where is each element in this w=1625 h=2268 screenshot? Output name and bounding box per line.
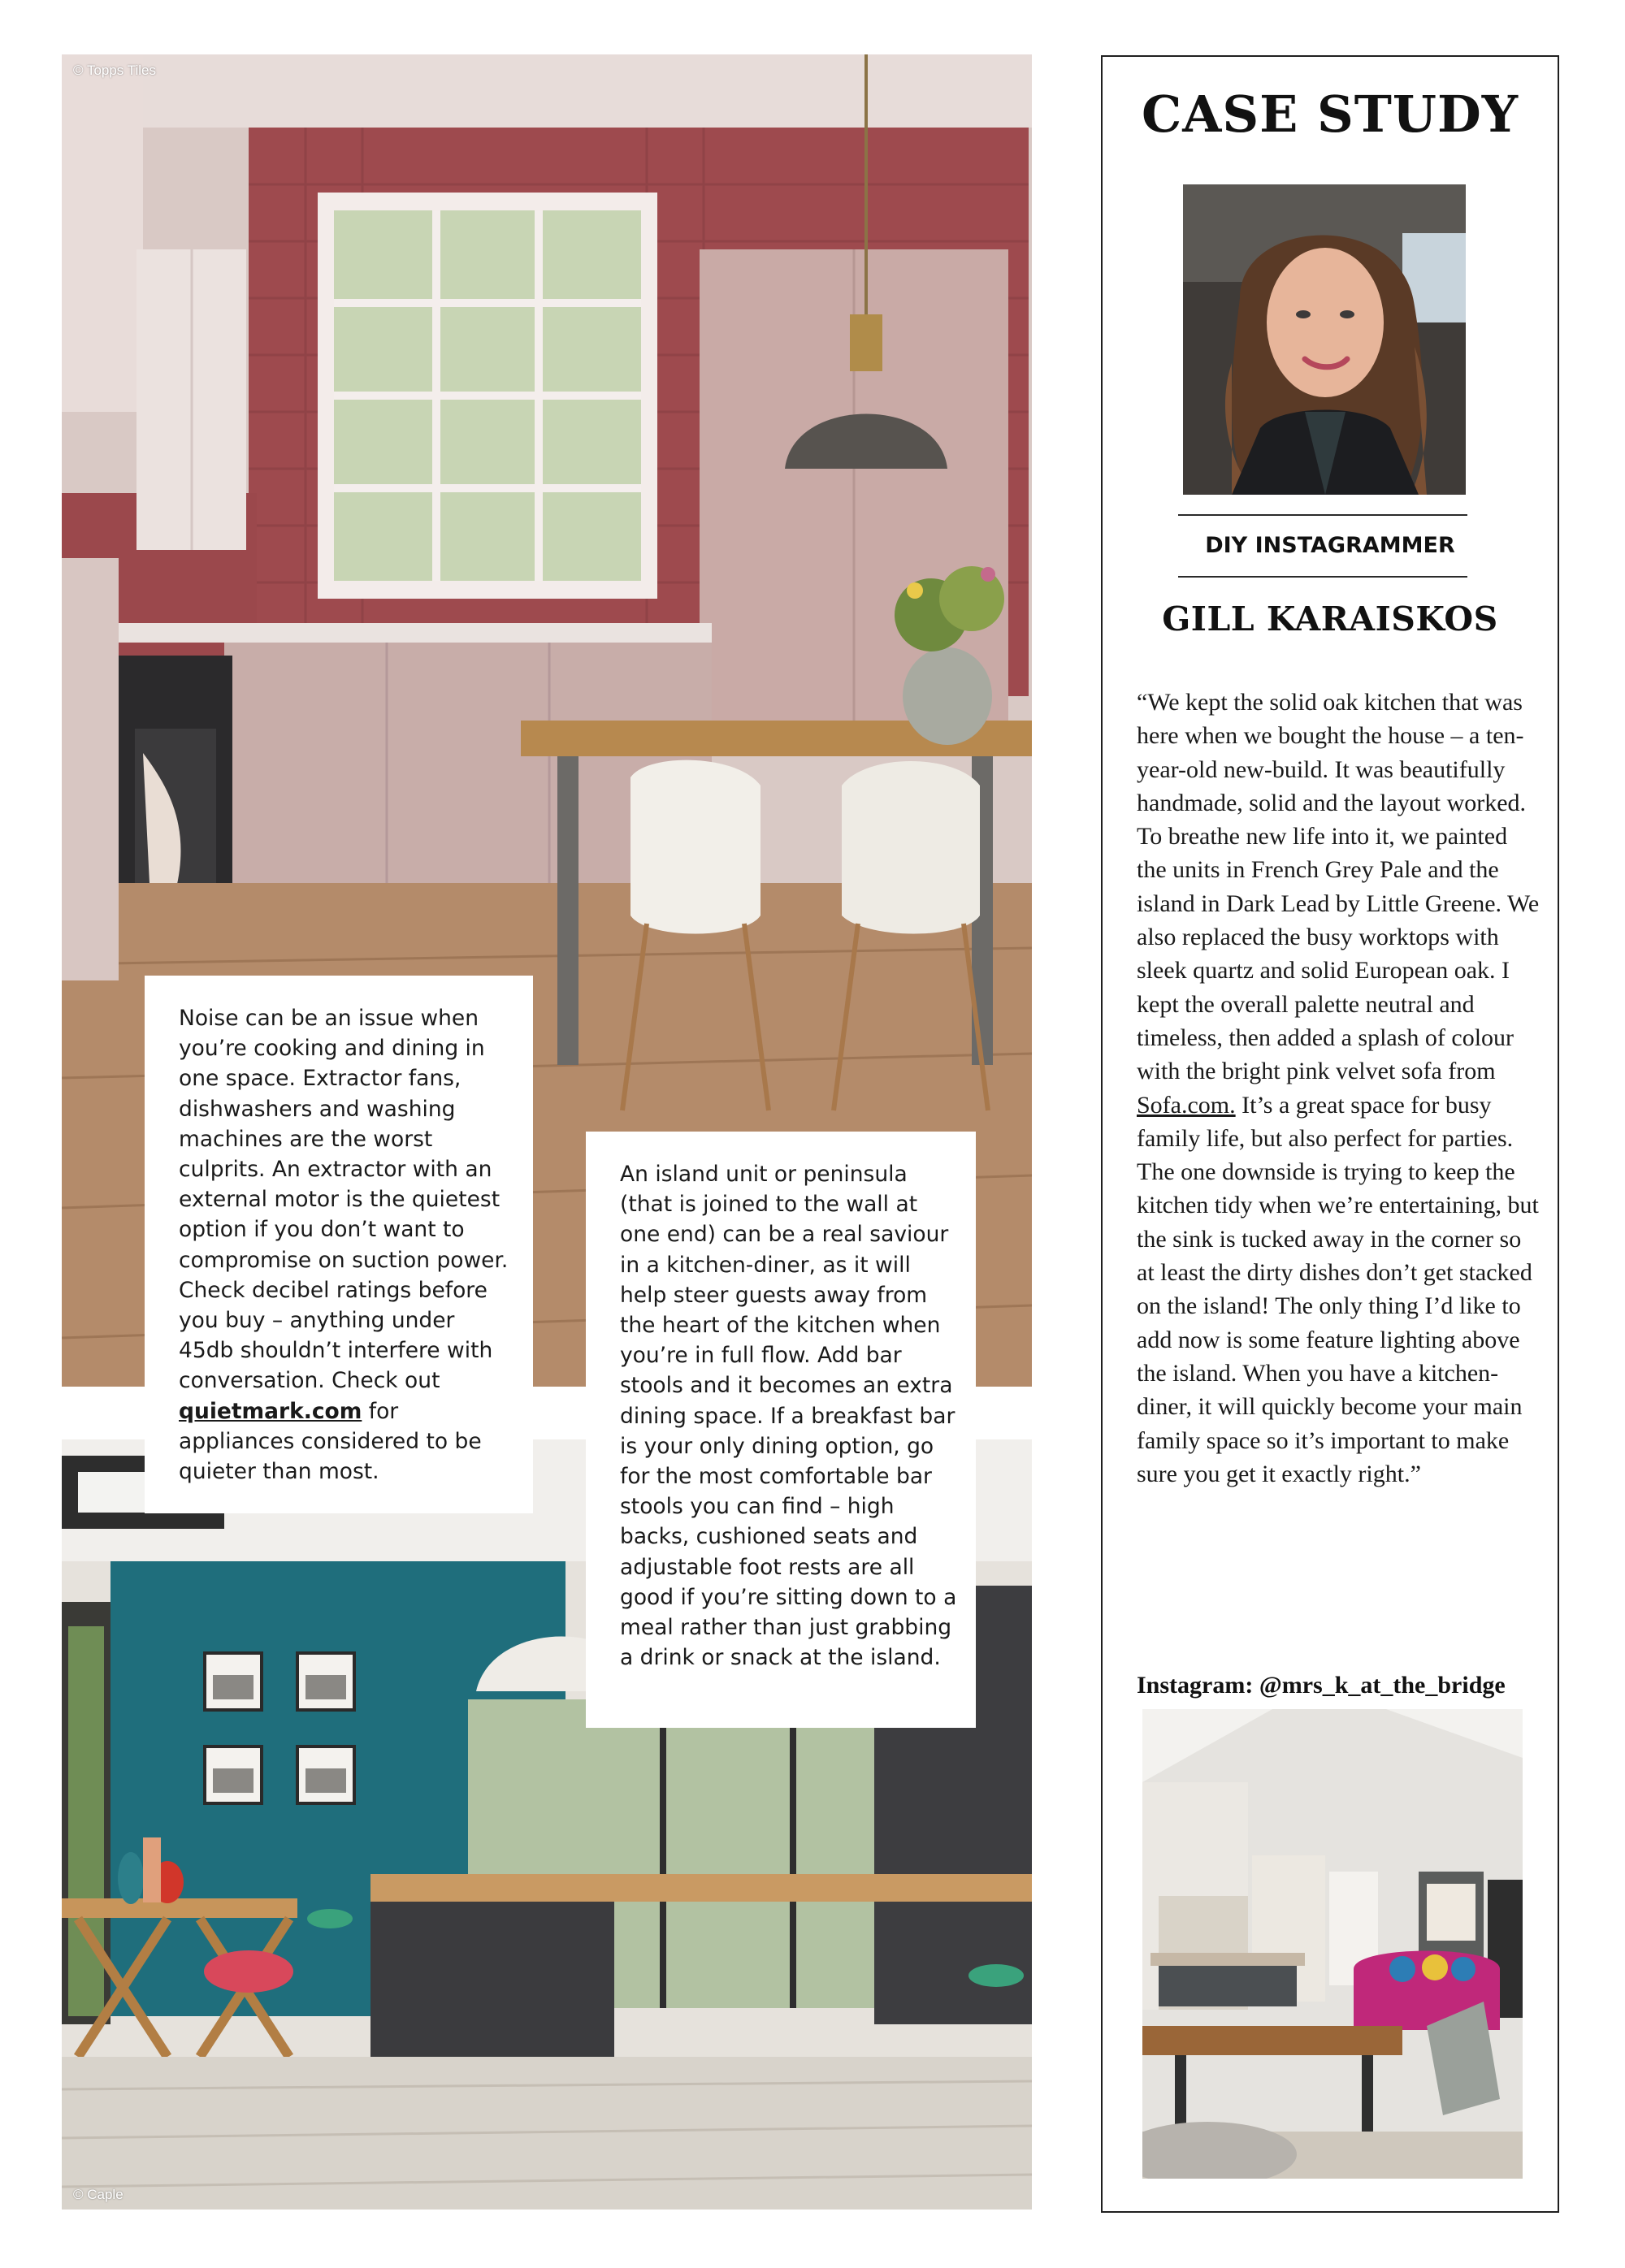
quote-text-after-link: It’s a great space for busy family life, but also perfect for parties. The one downside is trying to keep the kitchen tidy when we’re entertaining, but the sink is tucked away in the corner so at least the dirty dishes don’t get stacked on the island! The only thing I’d like to add now is some feature lighting above the island. When you have a kitchen-diner, it will quickly become your main family space so it’s important to make sure you get it exactly right.” — [1137, 1091, 1539, 1487]
rule-top — [1178, 514, 1467, 516]
case-study-quote — [1137, 686, 1543, 1491]
noise-tip-text-before-link: Noise can be an issue when you’re cooking and dining in one space. Extractor fans, dishwashers and washing machines are the worst culprits. An extractor with an external motor is the quietest option if you don’t want to compromise on suction power. Check decibel ratings before you buy – anything under 45db shouldn’t interfere with conversation. Check out — [179, 1006, 509, 1394]
quote-text-before-link: “We kept the solid oak kitchen that was here when we bought the house – a ten-year-old new-build. It was beautifully handmade, solid and the layout worked. To breathe new life into it, we painted the units in French Grey Pale and the island in Dark Lead by Little Greene. We also replaced the busy worktops with sleek quartz and solid European oak. I kept the overall palette neutral and timeless, then added a splash of colour with the bright pink velvet sofa from — [1137, 689, 1540, 1085]
instagram-handle: Instagram: @mrs_k_at_the_bridge — [1137, 1672, 1506, 1699]
case-study-panel — [1101, 55, 1559, 2213]
portrait-photo — [1183, 184, 1466, 495]
rule-bottom — [1178, 576, 1467, 578]
noise-tip-text-after-link: for appliances considered to be quieter than most. — [179, 1398, 482, 1485]
island-tip-text: An island unit or peninsula (that is joined to the wall at one end) can be a real saviour in a kitchen-diner, as it will help steer guests away from the heart of the kitchen when you’re in full flow. Add bar stools and it becomes an extra dining space. If a breakfast bar is your only dining option, go for the most comfortable bar stools you can find – high backs, cushioned seats and adjustable foot rests are all good if you’re sitting down to a meal rather than just grabbing a drink or snack at the island. — [620, 1162, 957, 1671]
photo-credit-topps: © Topps Tiles — [73, 63, 156, 78]
quietmark-link[interactable]: quietmark.com — [179, 1398, 362, 1424]
noise-tip-text — [179, 1003, 514, 1487]
photo-credit-caple: © Caple — [73, 2187, 124, 2202]
island-tip-box — [586, 1132, 976, 1728]
noise-tip-box — [145, 976, 533, 1513]
sofa-link[interactable]: Sofa.com. — [1137, 1091, 1236, 1119]
case-study-heading: CASE STUDY — [1141, 84, 1519, 144]
case-study-role: DIY INSTAGRAMMER — [1205, 533, 1455, 558]
case-study-kitchen-photo — [1142, 1709, 1523, 2179]
case-study-name: GILL KARAISKOS — [1162, 599, 1498, 638]
